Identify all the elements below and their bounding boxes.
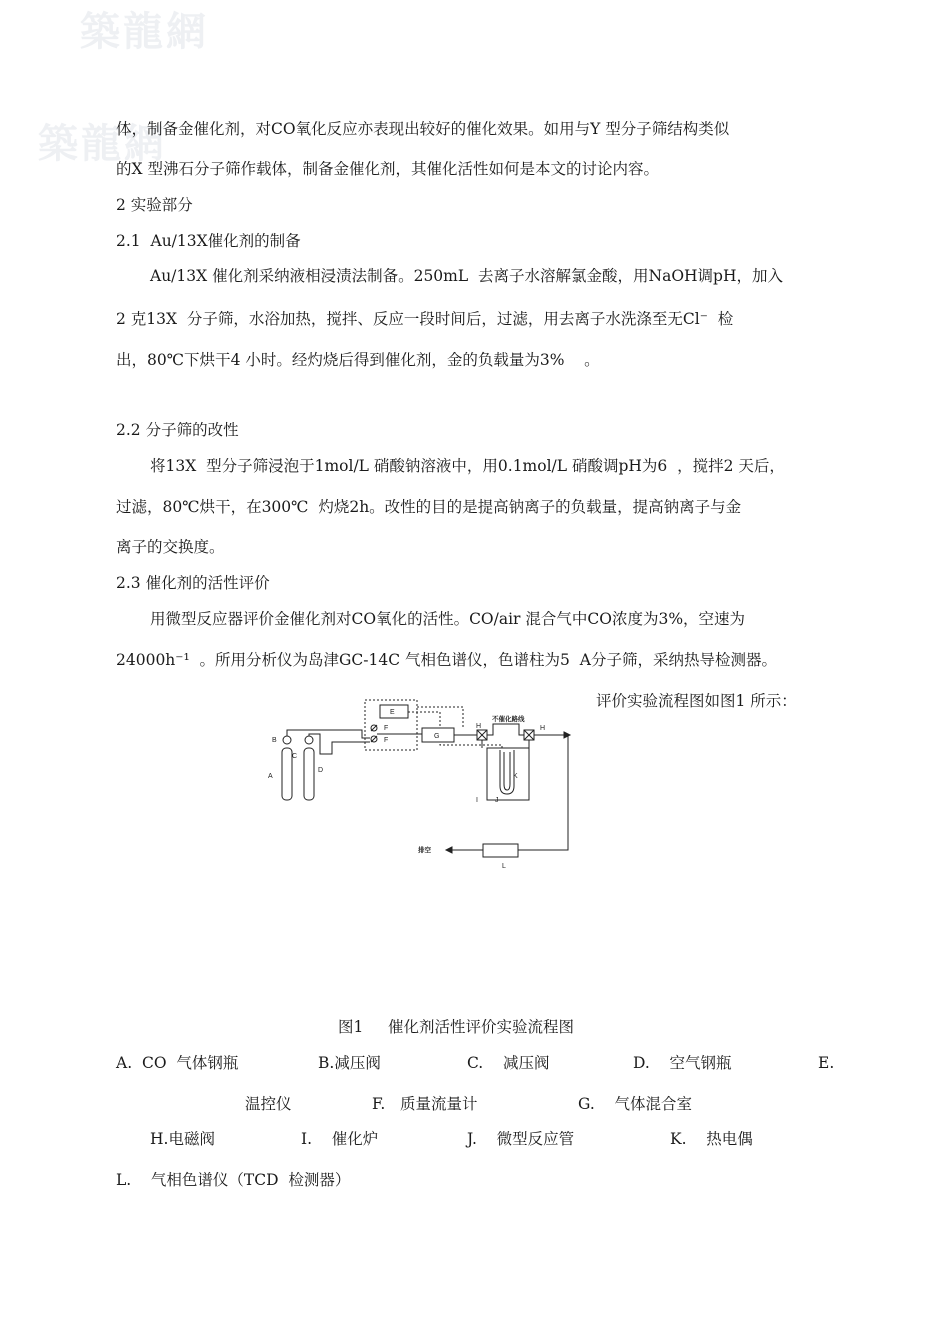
- legend-item: D. 空气钢瓶: [633, 1054, 732, 1072]
- section-heading: 2 实验部分: [116, 196, 193, 214]
- gas-line: [287, 730, 370, 738]
- legend-item: K. 热电偶: [670, 1130, 753, 1148]
- label-k: K: [513, 773, 518, 780]
- label-i: I: [476, 797, 478, 804]
- label-h2: H: [540, 725, 546, 732]
- gas-cylinder-a: [282, 736, 292, 800]
- legend-item: E.: [818, 1054, 835, 1072]
- watermark-top: 築龍網: [80, 8, 209, 55]
- legend-item: G. 气体混合室: [578, 1095, 692, 1113]
- paragraph-line: 离子的交换度。: [116, 538, 225, 556]
- paragraph-line: 24000h⁻¹ 。所用分析仪为岛津GC-14C 气相色谱仪，色谱柱为5 A分子筛，采纳热导检测器。: [116, 651, 777, 669]
- paragraph-line: 的X 型沸石分子筛作载体，制备金催化剂，其催化活性如何是本文的讨论内容。: [116, 160, 659, 178]
- section-heading: 2.2 分子筛的改性: [116, 421, 239, 439]
- paragraph-line: Au/13X 催化剂采纳液相浸渍法制备。250mL 去离子水溶解氯金酸，用NaOH调pH，加入: [150, 267, 783, 285]
- label-a: A: [268, 773, 273, 780]
- legend-item: 温控仪: [245, 1095, 292, 1113]
- label-b: B: [272, 737, 277, 744]
- paragraph-line: 将13X 型分子筛浸泡于1mol/L 硝酸钠溶液中，用0.1mol/L 硝酸调pH为6 ，搅拌2 天后，: [150, 457, 785, 475]
- paragraph-line: 体，制备金催化剂，对CO氧化反应亦表现出较好的催化效果。如用与Y 型分子筛结构类似: [116, 120, 730, 138]
- section-heading: 2.1 Au/13X催化剂的制备: [116, 232, 301, 250]
- solenoid-valve-h-right: [524, 730, 534, 740]
- legend-item: F. 质量流量计: [372, 1095, 478, 1113]
- paragraph-line: 出，80℃下烘干4 小时。经灼烧后得到催化剂，金的负载量为3% 。: [116, 351, 600, 369]
- label-h1: H: [476, 723, 482, 730]
- label-g: G: [434, 733, 440, 740]
- section-heading: 2.3 催化剂的活性评价: [116, 574, 270, 592]
- legend-item: J. 微型反应管: [467, 1130, 575, 1148]
- label-f1: F: [384, 725, 389, 732]
- paragraph-line: 过滤，80℃烘干，在300℃ 灼烧2h。改性的目的是提高钠离子的负载量，提高钠离子与金: [116, 498, 742, 516]
- solenoid-valve-h-left: [477, 730, 487, 740]
- gas-line: [309, 734, 370, 754]
- label-j: J: [495, 797, 499, 804]
- gas-chromatograph-l: [483, 844, 518, 857]
- label-vent: 排空: [418, 847, 431, 854]
- label-f2: F: [384, 737, 389, 744]
- legend-item: L. 气相色谱仪（TCD 检测器）: [116, 1171, 351, 1189]
- paragraph-line: 评价实验流程图如图1 所示：: [596, 692, 797, 710]
- flow-diagram: [262, 690, 592, 870]
- legend-item: H.电磁阀: [150, 1130, 215, 1148]
- mass-flow-controllers-f: [371, 725, 377, 742]
- bypass-line: [487, 724, 524, 735]
- gas-cylinder-d: [304, 736, 314, 800]
- paragraph-line: 2 克13X 分子筛，水浴加热，搅拌、反应一段时间后，过滤，用去离子水洗涤至无Cl⁻ 检: [116, 310, 734, 328]
- legend-item: I. 催化炉: [301, 1130, 379, 1148]
- figure-caption: 图1 催化剂活性评价实验流程图: [338, 1018, 574, 1036]
- legend-item: C. 减压阀: [467, 1054, 550, 1072]
- arrow-icon: [564, 732, 570, 738]
- watermark-left: 築龍網: [38, 120, 167, 167]
- label-bypass: 不催化路线: [492, 716, 525, 723]
- vent-arrow-icon: [446, 847, 452, 853]
- catalytic-furnace-i: [487, 748, 529, 800]
- legend-item: B.减压阀: [318, 1054, 381, 1072]
- label-e: E: [390, 709, 395, 716]
- label-l: L: [502, 863, 506, 870]
- label-c: C: [292, 753, 298, 760]
- paragraph-line: 用微型反应器评价金催化剂对CO氧化的活性。CO/air 混合气中CO浓度为3%，空速为: [150, 610, 746, 628]
- legend-item: A. CO 气体钢瓶: [116, 1054, 239, 1072]
- label-d: D: [318, 767, 324, 774]
